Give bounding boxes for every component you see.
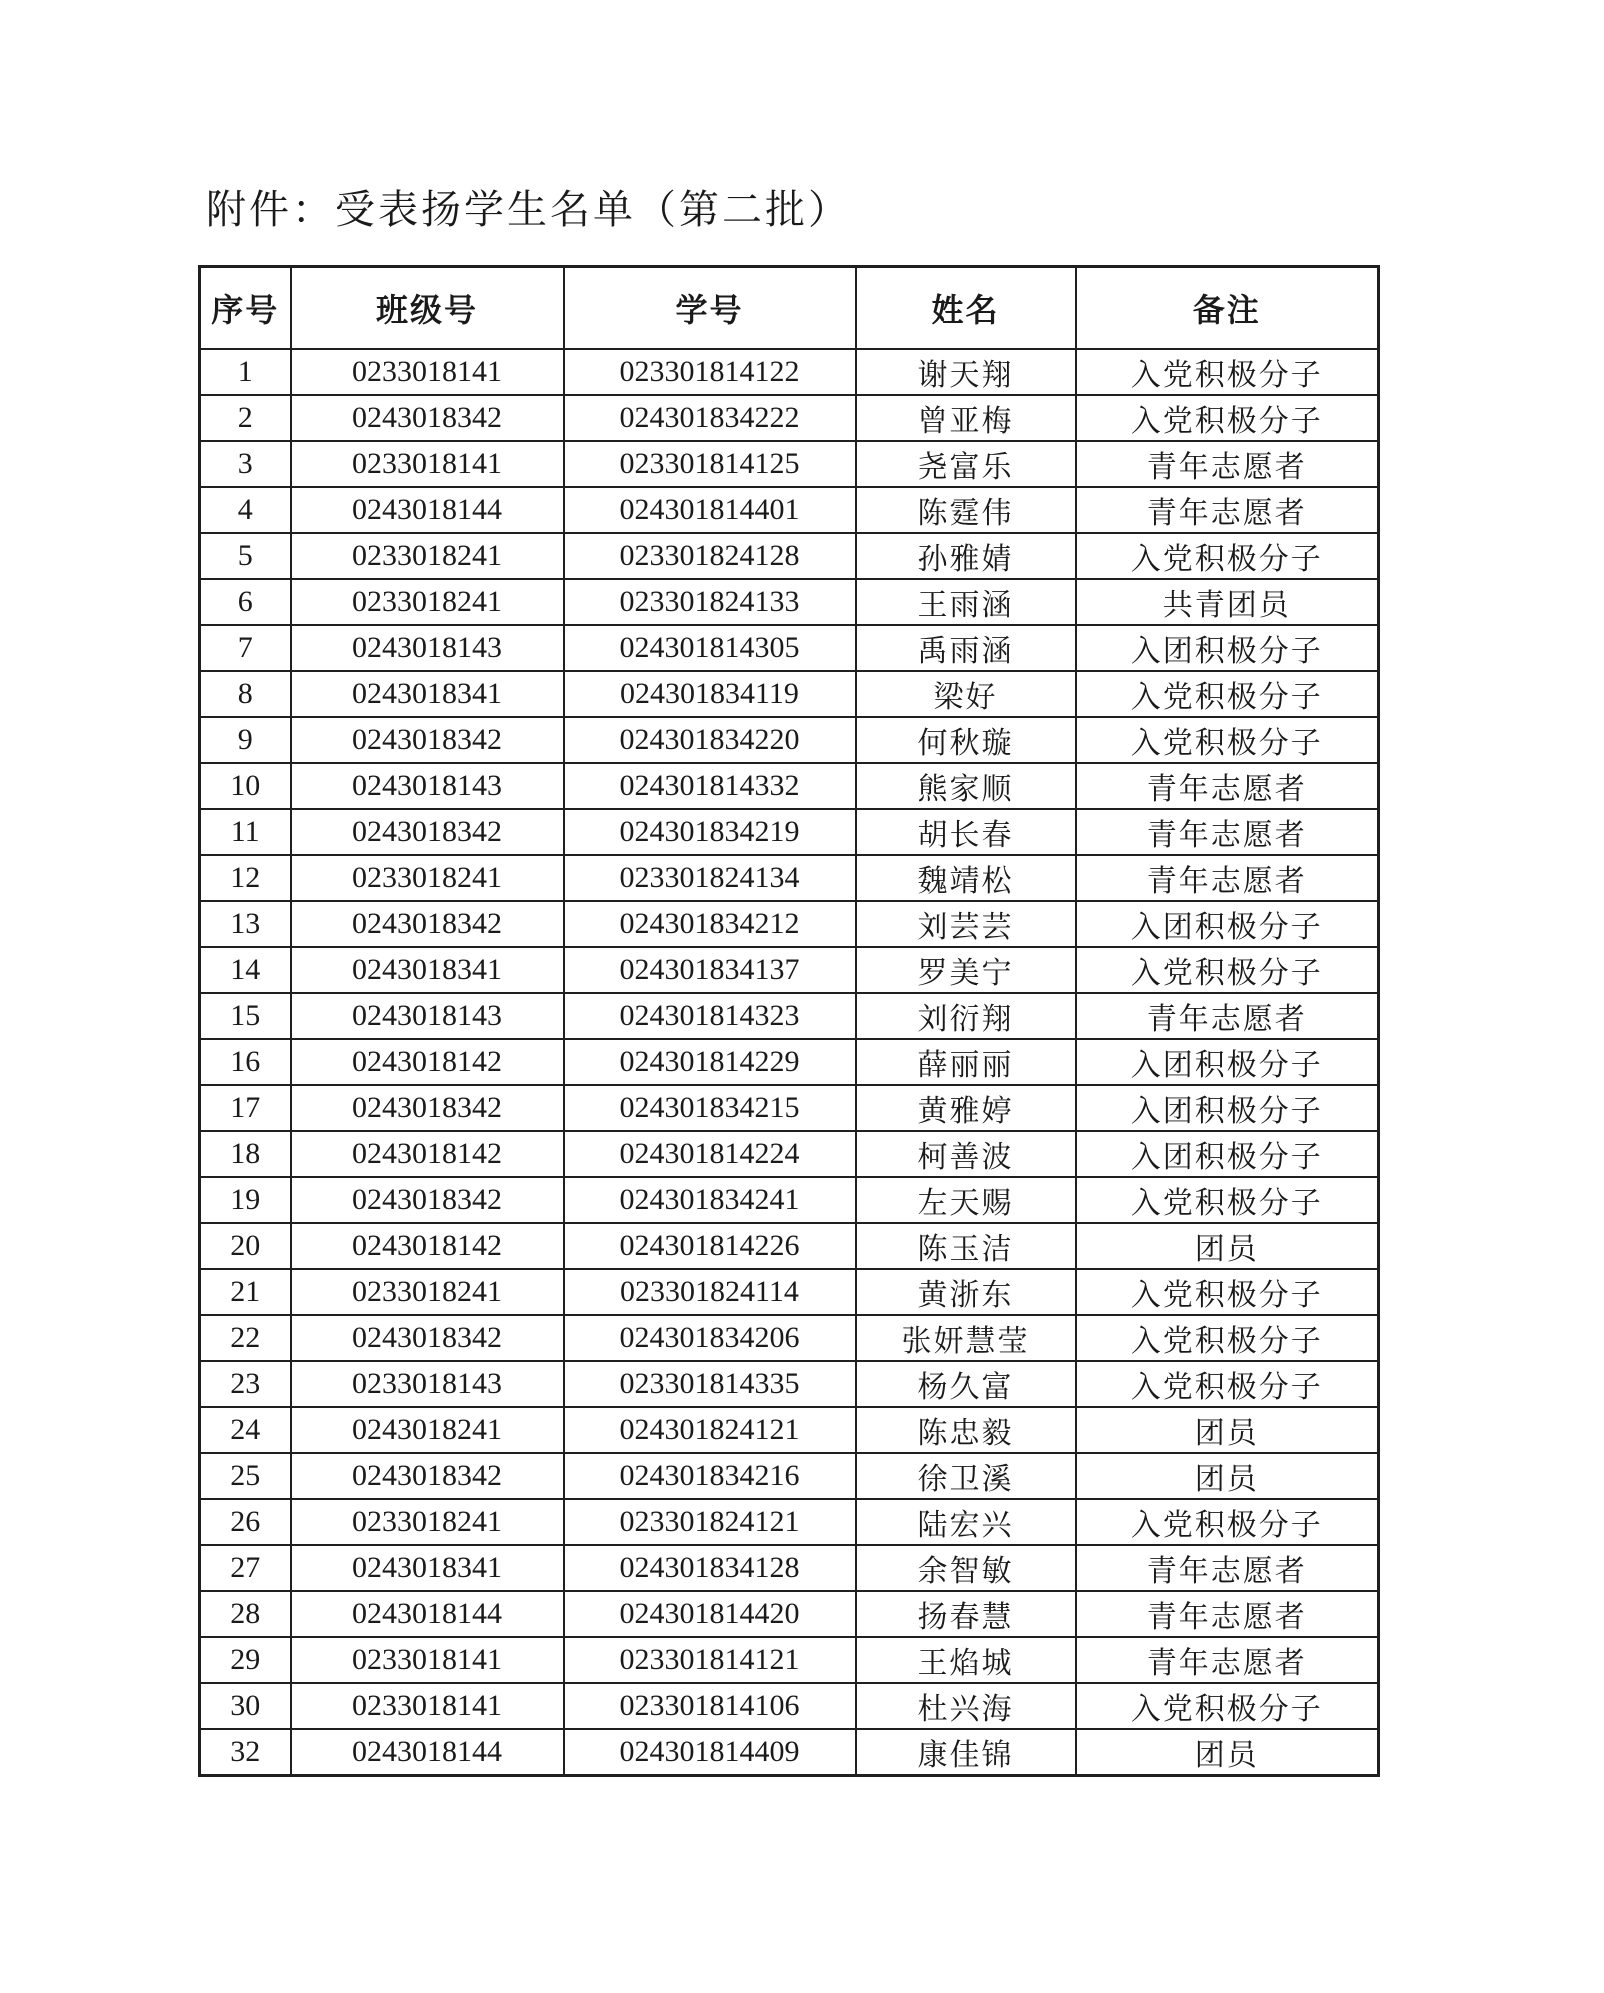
cell-class-number: 0243018341 [291, 671, 564, 717]
cell-name: 魏靖松 [856, 855, 1076, 901]
cell-note: 团员 [1076, 1407, 1379, 1453]
cell-class-number: 0243018143 [291, 763, 564, 809]
table-row [200, 1637, 1379, 1683]
cell-seq: 1 [200, 349, 291, 395]
cell-class-number: 0233018241 [291, 1269, 564, 1315]
cell-student-id: 024301834128 [564, 1545, 856, 1591]
cell-name: 张妍慧莹 [856, 1315, 1076, 1361]
table-row [200, 579, 1379, 625]
table-row [200, 487, 1379, 533]
cell-student-id: 024301824121 [564, 1407, 856, 1453]
cell-note: 团员 [1076, 1453, 1379, 1499]
table-row [200, 441, 1379, 487]
cell-note: 入党积极分子 [1076, 1315, 1379, 1361]
cell-class-number: 0233018241 [291, 533, 564, 579]
cell-student-id: 024301834215 [564, 1085, 856, 1131]
cell-note: 青年志愿者 [1076, 1637, 1379, 1683]
cell-seq: 9 [200, 717, 291, 763]
cell-name: 陈玉洁 [856, 1223, 1076, 1269]
table-row [200, 1039, 1379, 1085]
cell-note: 入党积极分子 [1076, 349, 1379, 395]
cell-note: 入党积极分子 [1076, 1269, 1379, 1315]
cell-student-id: 024301814409 [564, 1729, 856, 1776]
header-row [200, 267, 1379, 350]
cell-seq: 28 [200, 1591, 291, 1637]
cell-name: 杜兴海 [856, 1683, 1076, 1729]
cell-name: 罗美宁 [856, 947, 1076, 993]
cell-seq: 19 [200, 1177, 291, 1223]
cell-name: 陈忠毅 [856, 1407, 1076, 1453]
cell-name: 谢天翔 [856, 349, 1076, 395]
cell-seq: 2 [200, 395, 291, 441]
cell-student-id: 024301814229 [564, 1039, 856, 1085]
cell-name: 何秋璇 [856, 717, 1076, 763]
cell-name: 左天赐 [856, 1177, 1076, 1223]
cell-seq: 27 [200, 1545, 291, 1591]
table-row [200, 1177, 1379, 1223]
cell-note: 青年志愿者 [1076, 809, 1379, 855]
table-row [200, 1131, 1379, 1177]
cell-student-id: 023301814106 [564, 1683, 856, 1729]
cell-seq: 5 [200, 533, 291, 579]
cell-name: 陆宏兴 [856, 1499, 1076, 1545]
cell-student-id: 024301834220 [564, 717, 856, 763]
cell-seq: 32 [200, 1729, 291, 1776]
cell-name: 梁好 [856, 671, 1076, 717]
cell-name: 刘芸芸 [856, 901, 1076, 947]
cell-name: 陈霆伟 [856, 487, 1076, 533]
cell-name: 扬春慧 [856, 1591, 1076, 1637]
cell-name: 熊家顺 [856, 763, 1076, 809]
cell-seq: 18 [200, 1131, 291, 1177]
cell-seq: 12 [200, 855, 291, 901]
cell-seq: 16 [200, 1039, 291, 1085]
cell-student-id: 023301824121 [564, 1499, 856, 1545]
header-student-id: 学号 [564, 267, 856, 350]
cell-note: 入团积极分子 [1076, 1131, 1379, 1177]
table-row [200, 1361, 1379, 1407]
cell-seq: 21 [200, 1269, 291, 1315]
cell-class-number: 0243018342 [291, 395, 564, 441]
cell-name: 尧富乐 [856, 441, 1076, 487]
cell-student-id: 024301814420 [564, 1591, 856, 1637]
table-row [200, 1407, 1379, 1453]
cell-class-number: 0233018143 [291, 1361, 564, 1407]
cell-seq: 29 [200, 1637, 291, 1683]
cell-student-id: 024301814323 [564, 993, 856, 1039]
cell-note: 入党积极分子 [1076, 395, 1379, 441]
cell-class-number: 0233018141 [291, 1637, 564, 1683]
cell-note: 入党积极分子 [1076, 947, 1379, 993]
cell-seq: 22 [200, 1315, 291, 1361]
cell-seq: 30 [200, 1683, 291, 1729]
student-list-table [198, 265, 1380, 1777]
table-row [200, 1085, 1379, 1131]
cell-name: 刘衍翔 [856, 993, 1076, 1039]
table-row [200, 855, 1379, 901]
cell-student-id: 023301814122 [564, 349, 856, 395]
cell-class-number: 0243018341 [291, 947, 564, 993]
table-row [200, 1453, 1379, 1499]
cell-name: 黄浙东 [856, 1269, 1076, 1315]
table-row [200, 1223, 1379, 1269]
cell-class-number: 0233018241 [291, 1499, 564, 1545]
cell-class-number: 0243018342 [291, 1177, 564, 1223]
cell-seq: 26 [200, 1499, 291, 1545]
cell-seq: 14 [200, 947, 291, 993]
cell-student-id: 023301824128 [564, 533, 856, 579]
cell-name: 杨久富 [856, 1361, 1076, 1407]
cell-note: 团员 [1076, 1223, 1379, 1269]
cell-student-id: 024301834119 [564, 671, 856, 717]
cell-class-number: 0233018141 [291, 1683, 564, 1729]
cell-class-number: 0243018143 [291, 993, 564, 1039]
table-row [200, 1315, 1379, 1361]
cell-seq: 6 [200, 579, 291, 625]
table-row [200, 947, 1379, 993]
header-note: 备注 [1076, 267, 1379, 350]
cell-student-id: 024301814226 [564, 1223, 856, 1269]
cell-note: 青年志愿者 [1076, 763, 1379, 809]
cell-name: 康佳锦 [856, 1729, 1076, 1776]
cell-note: 入党积极分子 [1076, 1499, 1379, 1545]
cell-student-id: 024301814224 [564, 1131, 856, 1177]
cell-seq: 3 [200, 441, 291, 487]
cell-seq: 8 [200, 671, 291, 717]
cell-class-number: 0233018241 [291, 855, 564, 901]
cell-seq: 11 [200, 809, 291, 855]
cell-name: 余智敏 [856, 1545, 1076, 1591]
table-row [200, 1683, 1379, 1729]
table-row [200, 809, 1379, 855]
cell-student-id: 024301834222 [564, 395, 856, 441]
cell-class-number: 0243018241 [291, 1407, 564, 1453]
cell-name: 徐卫溪 [856, 1453, 1076, 1499]
cell-seq: 20 [200, 1223, 291, 1269]
cell-student-id: 023301824114 [564, 1269, 856, 1315]
cell-name: 王雨涵 [856, 579, 1076, 625]
cell-note: 青年志愿者 [1076, 487, 1379, 533]
cell-student-id: 024301814332 [564, 763, 856, 809]
cell-seq: 7 [200, 625, 291, 671]
cell-note: 入党积极分子 [1076, 1683, 1379, 1729]
cell-name: 柯善波 [856, 1131, 1076, 1177]
document-title: 附件：受表扬学生名单（第二批） [206, 187, 851, 233]
cell-seq: 10 [200, 763, 291, 809]
cell-class-number: 0243018342 [291, 901, 564, 947]
cell-seq: 17 [200, 1085, 291, 1131]
cell-class-number: 0243018144 [291, 1591, 564, 1637]
cell-note: 入党积极分子 [1076, 1177, 1379, 1223]
cell-seq: 15 [200, 993, 291, 1039]
table-row [200, 1591, 1379, 1637]
header-name: 姓名 [856, 267, 1076, 350]
cell-note: 青年志愿者 [1076, 855, 1379, 901]
cell-class-number: 0233018241 [291, 579, 564, 625]
cell-note: 入党积极分子 [1076, 533, 1379, 579]
cell-note: 青年志愿者 [1076, 1545, 1379, 1591]
cell-note: 入党积极分子 [1076, 1361, 1379, 1407]
table-row [200, 671, 1379, 717]
cell-student-id: 024301834212 [564, 901, 856, 947]
cell-seq: 25 [200, 1453, 291, 1499]
cell-class-number: 0243018142 [291, 1223, 564, 1269]
cell-note: 入团积极分子 [1076, 901, 1379, 947]
cell-note: 青年志愿者 [1076, 993, 1379, 1039]
table-header [200, 267, 1379, 350]
cell-name: 王焰城 [856, 1637, 1076, 1683]
cell-class-number: 0233018141 [291, 349, 564, 395]
table-row [200, 901, 1379, 947]
cell-class-number: 0243018144 [291, 1729, 564, 1776]
cell-seq: 13 [200, 901, 291, 947]
table-row [200, 717, 1379, 763]
cell-class-number: 0243018342 [291, 1315, 564, 1361]
header-class-number: 班级号 [291, 267, 564, 350]
cell-name: 黄雅婷 [856, 1085, 1076, 1131]
cell-student-id: 024301834206 [564, 1315, 856, 1361]
table-row [200, 1499, 1379, 1545]
cell-note: 共青团员 [1076, 579, 1379, 625]
cell-student-id: 023301824133 [564, 579, 856, 625]
cell-name: 孙雅婧 [856, 533, 1076, 579]
cell-class-number: 0243018342 [291, 1453, 564, 1499]
table-body [200, 349, 1379, 1776]
table-row [200, 349, 1379, 395]
cell-seq: 4 [200, 487, 291, 533]
cell-student-id: 023301814125 [564, 441, 856, 487]
cell-class-number: 0243018143 [291, 625, 564, 671]
cell-student-id: 024301814401 [564, 487, 856, 533]
cell-seq: 23 [200, 1361, 291, 1407]
table-row [200, 625, 1379, 671]
cell-student-id: 024301834137 [564, 947, 856, 993]
cell-class-number: 0243018341 [291, 1545, 564, 1591]
cell-class-number: 0243018342 [291, 717, 564, 763]
cell-class-number: 0243018342 [291, 809, 564, 855]
cell-note: 团员 [1076, 1729, 1379, 1776]
header-seq: 序号 [200, 267, 291, 350]
cell-name: 胡长春 [856, 809, 1076, 855]
table-row [200, 1269, 1379, 1315]
table-row [200, 993, 1379, 1039]
cell-class-number: 0233018141 [291, 441, 564, 487]
cell-student-id: 023301814121 [564, 1637, 856, 1683]
cell-note: 入党积极分子 [1076, 671, 1379, 717]
cell-note: 入团积极分子 [1076, 1085, 1379, 1131]
cell-name: 禹雨涵 [856, 625, 1076, 671]
table-row [200, 763, 1379, 809]
cell-note: 青年志愿者 [1076, 1591, 1379, 1637]
cell-note: 入党积极分子 [1076, 717, 1379, 763]
cell-note: 入团积极分子 [1076, 1039, 1379, 1085]
cell-class-number: 0243018144 [291, 487, 564, 533]
table-row [200, 1545, 1379, 1591]
table-row [200, 395, 1379, 441]
cell-note: 青年志愿者 [1076, 441, 1379, 487]
cell-class-number: 0243018342 [291, 1085, 564, 1131]
cell-student-id: 024301834216 [564, 1453, 856, 1499]
cell-class-number: 0243018142 [291, 1039, 564, 1085]
table-row [200, 1729, 1379, 1776]
cell-student-id: 024301834219 [564, 809, 856, 855]
cell-student-id: 024301814305 [564, 625, 856, 671]
cell-seq: 24 [200, 1407, 291, 1453]
cell-name: 薛丽丽 [856, 1039, 1076, 1085]
cell-note: 入团积极分子 [1076, 625, 1379, 671]
cell-student-id: 023301824134 [564, 855, 856, 901]
table-row [200, 533, 1379, 579]
cell-class-number: 0243018142 [291, 1131, 564, 1177]
cell-student-id: 024301834241 [564, 1177, 856, 1223]
cell-name: 曾亚梅 [856, 395, 1076, 441]
cell-student-id: 023301814335 [564, 1361, 856, 1407]
